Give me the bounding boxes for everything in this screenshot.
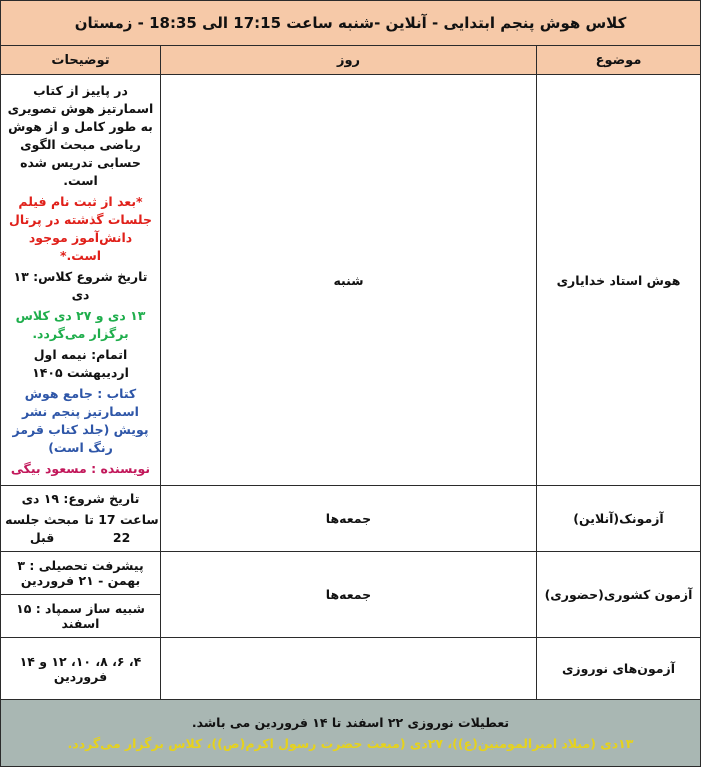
desc-line: در پاییز از کتاب اسمارتیز هوش تصویری به طور کامل و از هوش ریاضی مبحث الگوی حسابی تدریس شده است. <box>7 83 154 188</box>
desc-start-date: تاریخ شروع کلاس: ۱۳ دی <box>13 269 148 302</box>
footer-holiday: تعطیلات نوروزی ۲۲ اسفند تا ۱۴ فروردین می باشد. <box>191 714 510 730</box>
desc-start-date: تاریخ شروع: ۱۹ دی <box>21 491 140 506</box>
row-subject: آزمون کشوری(حضوری) <box>537 552 701 638</box>
desc-progress-exam: پیشرفت تحصیلی : ۳ بهمن - ۲۱ فروردین <box>17 558 144 588</box>
row-day: شنبه <box>161 75 537 486</box>
table-row <box>1 75 701 486</box>
desc-end-date: اتمام: نیمه اول اردیبهشت ۱۴۰۵ <box>32 347 129 380</box>
row-day: جمعه‌ها <box>161 552 537 638</box>
desc-topic: مبحث جلسه قبل <box>5 512 79 545</box>
row-description <box>1 75 161 486</box>
footer-notes <box>1 700 701 767</box>
desc-note-red: *بعد از ثبت نام فیلم جلسات گذشته در پرتال دانش‌آموز موجود است.* <box>9 194 152 263</box>
row-day: جمعه‌ها <box>161 486 537 552</box>
desc-sampad-exam: شبیه ساز سمپاد : ۱۵ اسفند <box>1 594 160 637</box>
table-title: کلاس هوش پنجم ابتدایی - آنلاین -شنبه ساعت 17:15 الی 18:35 - زمستان <box>1 1 701 46</box>
row-subject: آزمون‌های نوروزی <box>537 638 701 700</box>
desc-book: کتاب : جامع هوش اسمارتیز پنجم نشر پویش (جلد کتاب قرمز رنگ است) <box>12 386 149 455</box>
header-day: روز <box>161 46 537 75</box>
row-day <box>161 638 537 700</box>
desc-time: ساعت 17 تا 22 <box>84 512 159 545</box>
row-description <box>1 486 161 552</box>
row-subject: آزمونک(آنلاین) <box>537 486 701 552</box>
desc-author: نویسنده : مسعود بیگی <box>10 461 151 476</box>
desc-session-dates: ۱۳ دی و ۲۷ دی کلاس برگزار می‌گردد. <box>15 308 146 341</box>
table-row <box>1 552 701 638</box>
footer-classes-note: ۱۳دی (میلاد امیرالمومنین(ع))، ۲۷دی (مبعث حضرت رسول اکرم(ص))، کلاس برگزار می‌گردد. <box>67 735 634 751</box>
row-subject: هوش استاد خدایاری <box>537 75 701 486</box>
table-row <box>1 486 701 552</box>
header-description: توضیحات <box>1 46 161 75</box>
row-description: ۴، ۶، ۸، ۱۰، ۱۲ و ۱۴ فروردین <box>1 638 161 700</box>
row-description <box>1 552 161 638</box>
table-row <box>1 638 701 700</box>
header-subject: موضوع <box>537 46 701 75</box>
